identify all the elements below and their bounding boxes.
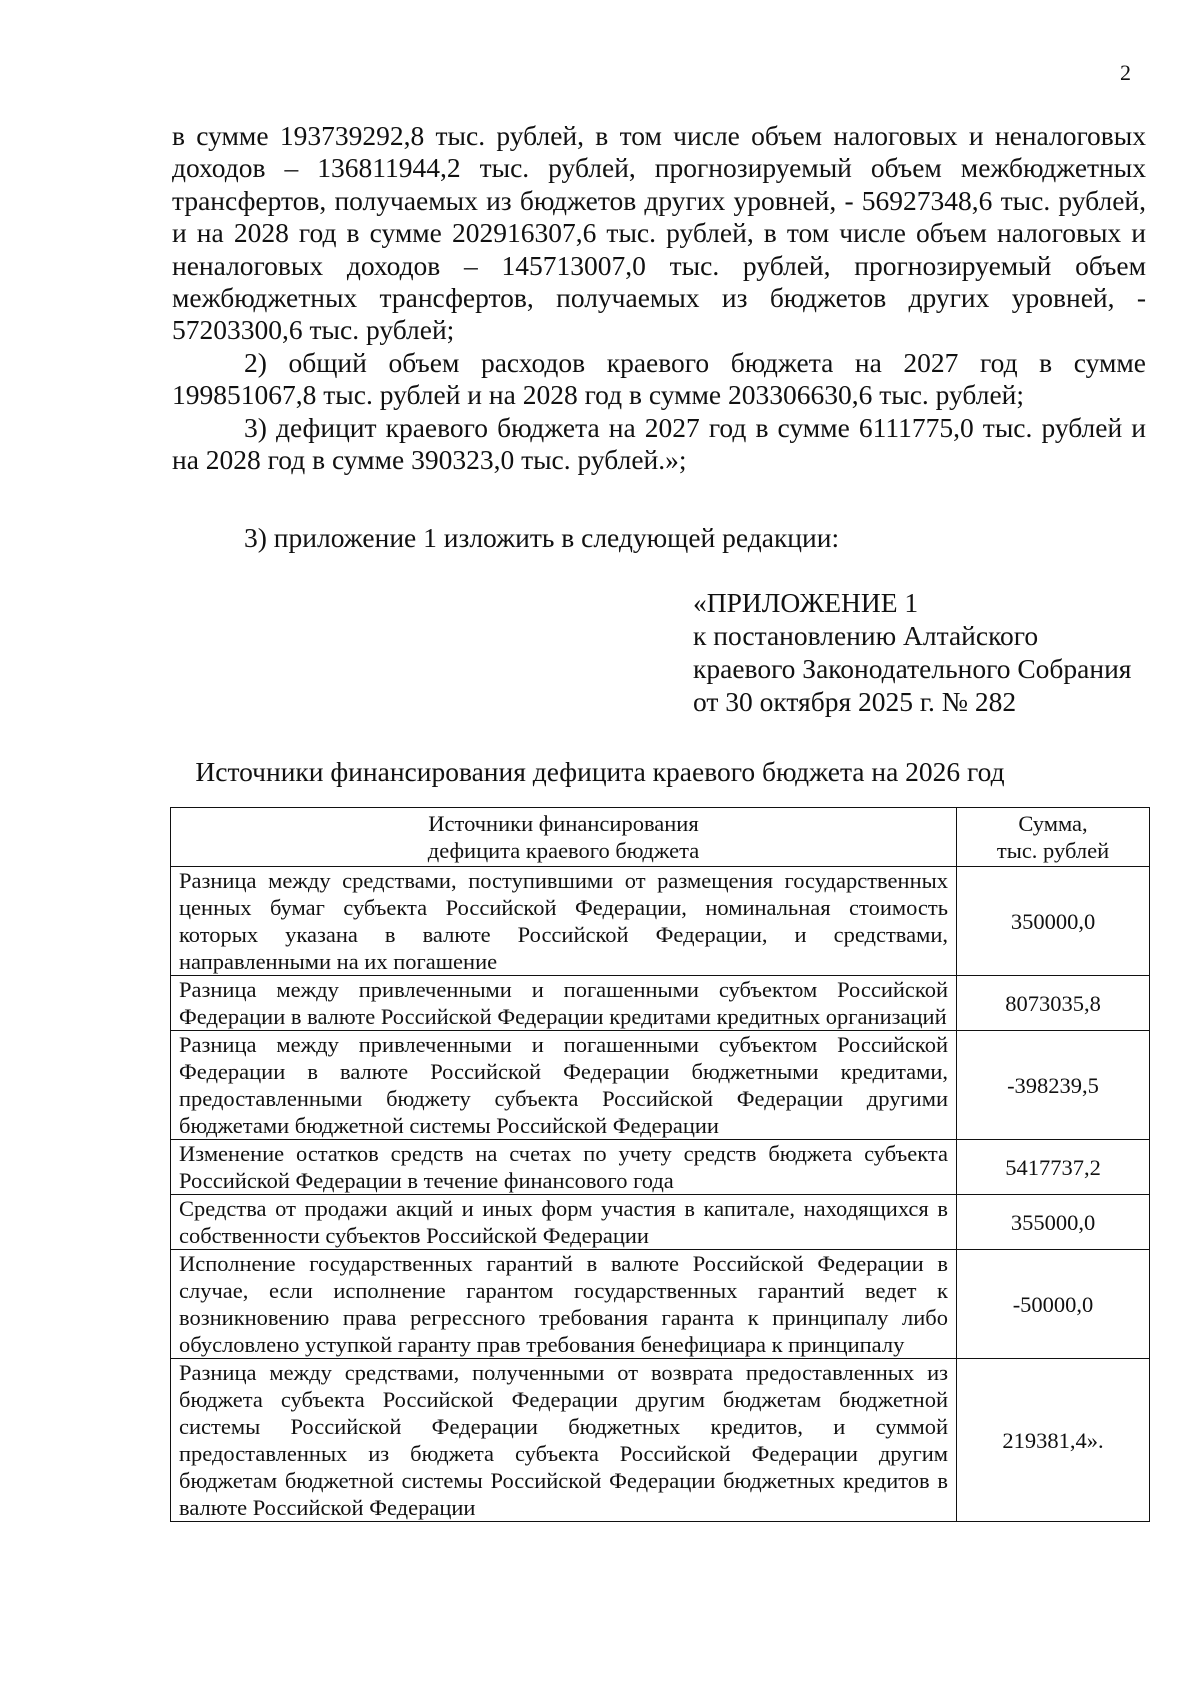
row-sum: -50000,0 xyxy=(957,1250,1150,1359)
table-row xyxy=(171,1195,1150,1250)
row-sum: -398239,5 xyxy=(957,1031,1150,1140)
body-text xyxy=(172,120,1146,476)
paragraph-deficit: 3) дефицит краевого бюджета на 2027 год в сумме 6111775,0 тыс. рублей и на 2028 год в сумме 390323,0 тыс. рублей.»; xyxy=(172,411,1146,476)
row-source: Разница между средствами, поступившими от размещения государственных ценных бумаг субъекта Российской Федерации, номинальная стоимость которых указана в валюте Российской Федерации, и средствами, направленными на их погашение xyxy=(171,867,957,976)
row-sum: 219381,4». xyxy=(957,1359,1150,1522)
appendix-line-4: от 30 октября 2025 г. № 282 xyxy=(693,686,1017,717)
header-sources-line-1: Источники финансирования xyxy=(428,811,699,836)
row-sum: 5417737,2 xyxy=(957,1140,1150,1195)
table-row xyxy=(171,1140,1150,1195)
header-sum-line-2: тыс. рублей xyxy=(996,838,1110,863)
page-number: 2 xyxy=(1120,60,1131,85)
appendix-line-2: к постановлению Алтайского xyxy=(693,620,1039,651)
row-source: Разница между средствами, полученными от возврата предоставленных из бюджета субъекта Российской Федерации другим бюджетам бюджетной системы Российской Федерации бюджетных кредитов, и суммой предоставленных из бюджета субъекта Российской Федерации другим бюджетам бюджетной системы Российской Федерации бюджетных кредитов в валюте Российской Федерации xyxy=(171,1359,957,1522)
table-row xyxy=(171,976,1150,1031)
row-sum: 350000,0 xyxy=(957,867,1150,976)
table-row xyxy=(171,1359,1150,1522)
financing-sources-table xyxy=(170,807,1150,1522)
row-source: Разница между привлеченными и погашенными субъектом Российской Федерации в валюте Российской Федерации бюджетными кредитами, предоставленными бюджету субъекта Российской Федерации другими бюджетами бюджетной системы Российской Федерации xyxy=(171,1031,957,1140)
paragraph-expenses: 2) общий объем расходов краевого бюджета на 2027 год в сумме 199851067,8 тыс. рублей и на 2028 год в сумме 203306630,6 тыс. рублей; xyxy=(172,346,1146,411)
table-header-row xyxy=(171,808,1150,867)
appendix-header xyxy=(693,586,1131,718)
table-title: Источники финансирования дефицита краевого бюджета на 2026 год xyxy=(195,756,1005,787)
item-3-instruction: 3) приложение 1 изложить в следующей редакции: xyxy=(244,522,840,553)
appendix-title: «ПРИЛОЖЕНИЕ 1 xyxy=(693,587,919,618)
header-sources xyxy=(171,808,957,867)
row-source: Разница между привлеченными и погашенными субъектом Российской Федерации в валюте Российской Федерации кредитами кредитных организаций xyxy=(171,976,957,1031)
row-source: Изменение остатков средств на счетах по учету средств бюджета субъекта Российской Федерации в течение финансового года xyxy=(171,1140,957,1195)
header-sum-line-1: Сумма, xyxy=(1018,811,1088,836)
row-source: Средства от продажи акций и иных форм участия в капитале, находящихся в собственности субъектов Российской Федерации xyxy=(171,1195,957,1250)
table-row xyxy=(171,1250,1150,1359)
row-sum: 8073035,8 xyxy=(957,976,1150,1031)
header-sources-line-2: дефицита краевого бюджета xyxy=(427,838,700,863)
row-source: Исполнение государственных гарантий в валюте Российской Федерации в случае, если исполнение гарантом государственных гарантий ведет к возникновению права регрессного требования гаранта к принципалу либо обусловлено уступкой гаранту прав требования бенефициара к принципалу xyxy=(171,1250,957,1359)
header-sum xyxy=(957,808,1150,867)
table-row xyxy=(171,1031,1150,1140)
table-row xyxy=(171,867,1150,976)
appendix-line-3: краевого Законодательного Собрания xyxy=(693,653,1132,684)
row-sum: 355000,0 xyxy=(957,1195,1150,1250)
paragraph-revenues: в сумме 193739292,8 тыс. рублей, в том числе объем налоговых и неналоговых доходов – 136811944,2 тыс. рублей, прогнозируемый объем межбюджетных трансфертов, получаемых из бюджетов других уровней, - 56927348,6 тыс. рублей, и на 2028 год в сумме 202916307,6 тыс. рублей, в том числе объем налоговых и неналоговых доходов – 145713007,0 тыс. рублей, прогнозируемый объем межбюджетных трансфертов, получаемых из бюджетов других уровней, - 57203300,6 тыс. рублей; xyxy=(172,120,1146,346)
